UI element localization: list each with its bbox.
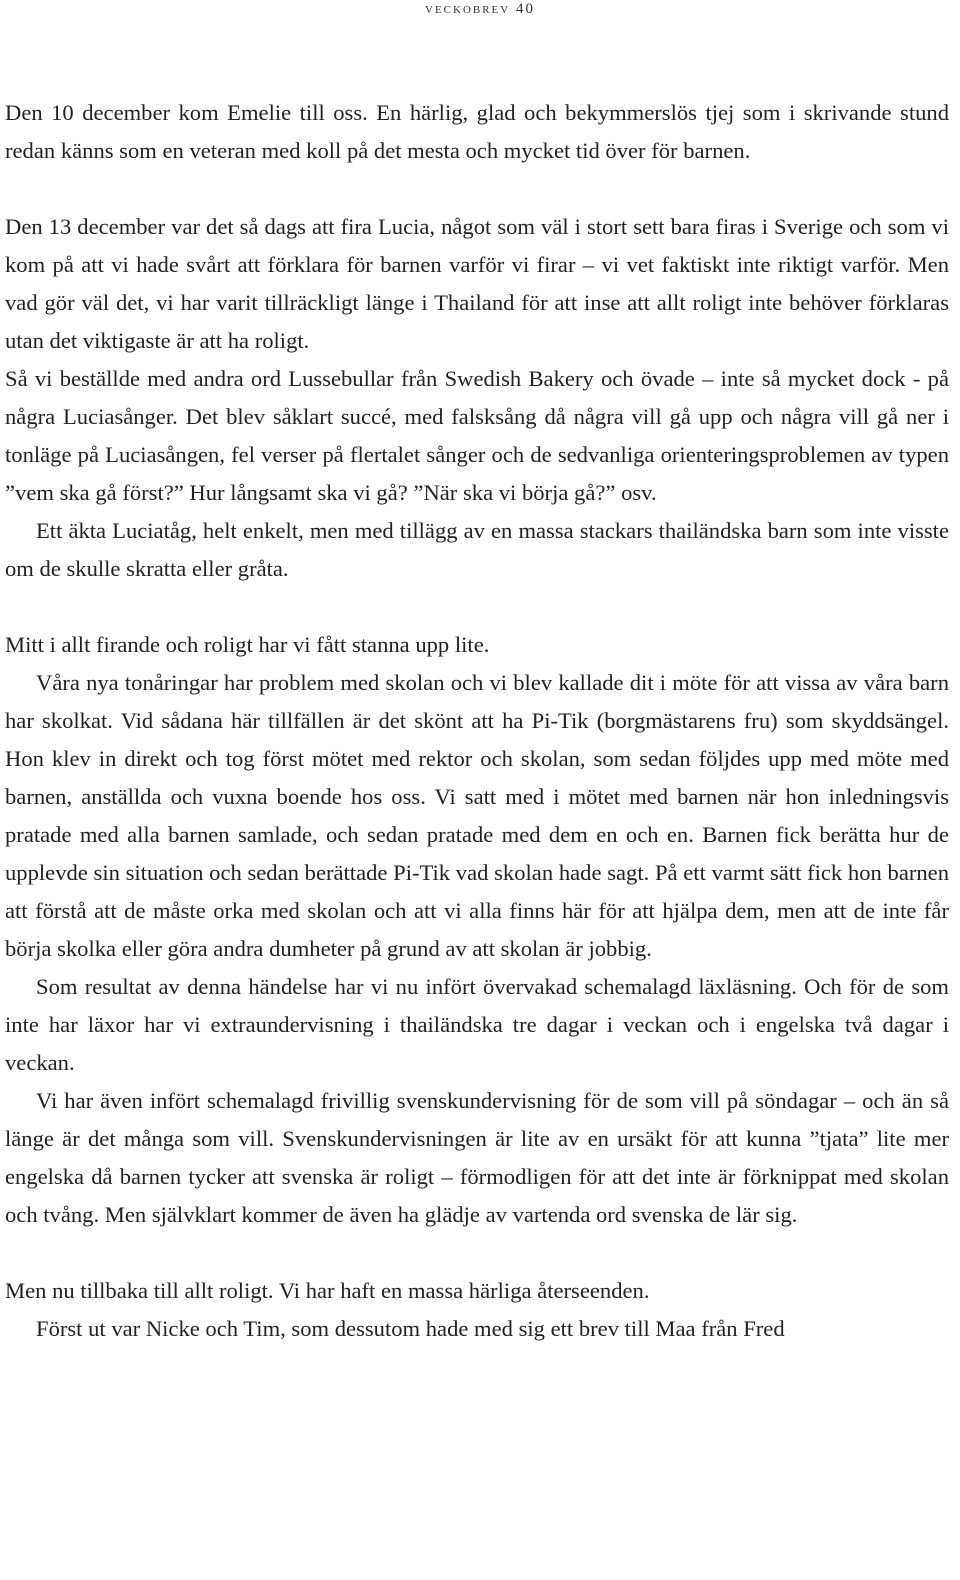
paragraph-lucia-intro: Den 13 december var det så dags att fira Lucia, något som väl i stort sett bara firas i Sverige och som vi kom på att vi hade svårt att förklara för barnen varför vi firar – vi vet faktiskt inte riktigt varför. Men vad gör väl det, vi har varit tillräckligt länge i Thailand för att inse att allt roligt inte behöver förklaras utan det viktigaste är att ha roligt.	[5, 214, 949, 353]
running-head: veckobrev 40	[425, 1, 535, 17]
paragraph-svenskundervisning: Vi har även infört schemalagd frivillig svenskundervisning för de som vill på söndagar – och än så länge är det många som vill. Svenskundervisningen är lite av en ursäkt för att kunna ”tjata” lite mer engelska då barnen tycker att svenska är roligt – förmodligen för att det inte är förknippat med skolan och tvång. Men självklart kommer de även ha glädje av vartenda ord svenska de lär sig.	[5, 1088, 949, 1227]
paragraph-skolan: Våra nya tonåringar har problem med skolan och vi blev kallade dit i möte för att vissa av våra barn har skolkat. Vid sådana här tillfällen är det skönt att ha Pi-Tik (borgmästarens fru) som skyddsängel. Hon klev in direkt och tog först mötet med rektor och skolan, som sedan följdes upp med möte med barnen, anställda och vuxna boende hos oss. Vi satt med i mötet med barnen när hon inledningsvis pratade med alla barnen samlade, och sedan pratade med dem en och en. Barnen fick berätta hur de upplevde sin situation och sedan berättade Pi-Tik vad skolan hade sagt. På ett varmt sätt fick hon barnen att förstå att de måste orka med skolan och att vi alla finns här för att hjälpa dem, men att de inte får börja skolka eller göra andra dumheter på grund av att skolan är jobbig.	[5, 670, 949, 961]
paragraph-aterseenden: Men nu tillbaka till allt roligt. Vi har haft en massa härliga återseenden.	[5, 1278, 650, 1303]
paragraph-lussebullar: Så vi beställde med andra ord Lussebullar från Swedish Bakery och övade – inte så mycket dock - på några Luciasånger. Det blev såklart succé, med falsksång då några vill gå upp och några vill gå ner i tonläge på Luciasången, fel verser på flertalet sånger och de sedvanliga orienteringsproblemen av typen ”vem ska gå först?” Hur långsamt ska vi gå? ”När ska vi börja gå?” osv.	[5, 366, 949, 505]
paragraph-nicke-tim: Först ut var Nicke och Tim, som dessutom hade med sig ett brev till Maa från Fred	[36, 1316, 785, 1341]
paragraph-luciatag: Ett äkta Luciatåg, helt enkelt, men med tillägg av en massa stackars thailändska barn som inte visste om de skulle skratta eller gråta.	[5, 518, 949, 581]
paragraph-laxlasning: Som resultat av denna händelse har vi nu infört övervakad schemalagd läxläsning. Och för de som inte har läxor har vi extraundervisning i thailändska tre dagar i veckan och i engelska två dagar i veckan.	[5, 974, 949, 1075]
paragraph-emelie: Den 10 december kom Emelie till oss. En härlig, glad och bekymmerslös tjej som i skrivande stund redan känns som en veteran med koll på det mesta och mycket tid över för barnen.	[5, 100, 949, 163]
letter-body	[5, 94, 949, 1348]
paragraph-stanna-upp: Mitt i allt firande och roligt har vi fått stanna upp lite.	[5, 632, 490, 657]
